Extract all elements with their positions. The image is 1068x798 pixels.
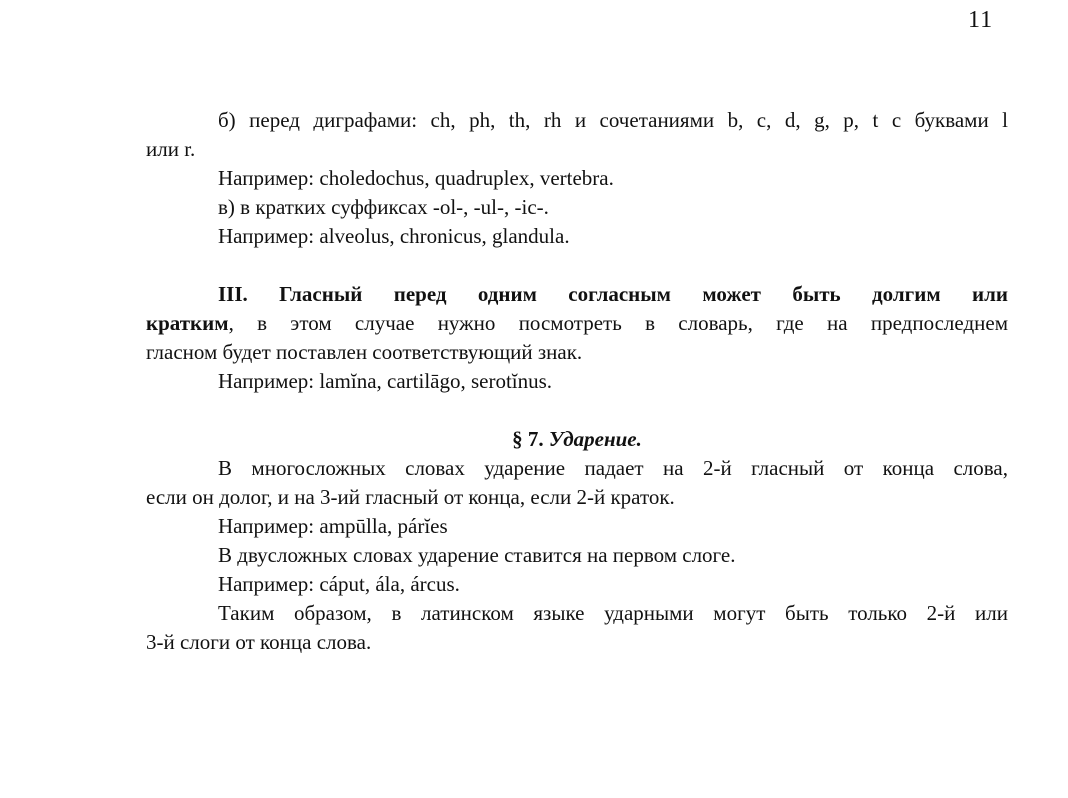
section7-heading-number: § 7. bbox=[512, 427, 544, 451]
stress-para2: В двусложных словах ударение ставится на первом слоге. bbox=[218, 543, 736, 567]
section7-heading-title: Ударение. bbox=[543, 427, 642, 451]
stress-example2: Например: cáput, ála, árcus. bbox=[218, 572, 460, 596]
stress-para1-line2: если он долог, и на 3-ий гласный от конца, если 2-й краток. bbox=[146, 485, 675, 509]
rule3-line3: гласном будет поставлен соответствующий знак. bbox=[146, 340, 583, 364]
stress-para3-line1: Таким образом, в латинском языке ударными могут быть только 2-й или bbox=[218, 601, 1008, 625]
example-rule3: Например: lamĭna, cartilāgo, serotĭnus. bbox=[218, 369, 553, 393]
stress-example1: Например: ampūlla, párĭes bbox=[218, 514, 448, 538]
rule3-line2 bbox=[146, 309, 1008, 338]
stress-para3-line2: 3-й слоги от конца слова. bbox=[146, 630, 372, 654]
rule3-line2-rest: , в этом случае нужно посмотреть в словарь, где на предпоследнем bbox=[228, 311, 1008, 335]
rule3-line2-bold-word: кратким bbox=[146, 311, 229, 335]
blank-line bbox=[146, 251, 1008, 280]
paragraph-suffixes: в) в кратких суффиксах -ol-, -ul-, -ic-. bbox=[218, 195, 549, 219]
paragraph-digraphs-line2: или r. bbox=[146, 137, 196, 161]
paragraph-digraphs-line1: б) перед диграфами: ch, ph, th, rh и сочетаниями b, c, d, g, p, t с буквами l bbox=[218, 108, 1008, 132]
example-suffixes: Например: alveolus, chronicus, glandula. bbox=[218, 224, 570, 248]
page-body bbox=[146, 106, 1008, 657]
section7-heading bbox=[146, 425, 1008, 454]
example-digraphs: Например: choledochus, quadruplex, vertebra. bbox=[218, 166, 614, 190]
stress-para1-line1: В многосложных словах ударение падает на 2-й гласный от конца слова, bbox=[218, 456, 1008, 480]
rule3-line1: III. Гласный перед одним согласным может быть долгим или bbox=[218, 282, 1008, 306]
blank-line bbox=[146, 396, 1008, 425]
page-number: 11 bbox=[968, 7, 994, 33]
